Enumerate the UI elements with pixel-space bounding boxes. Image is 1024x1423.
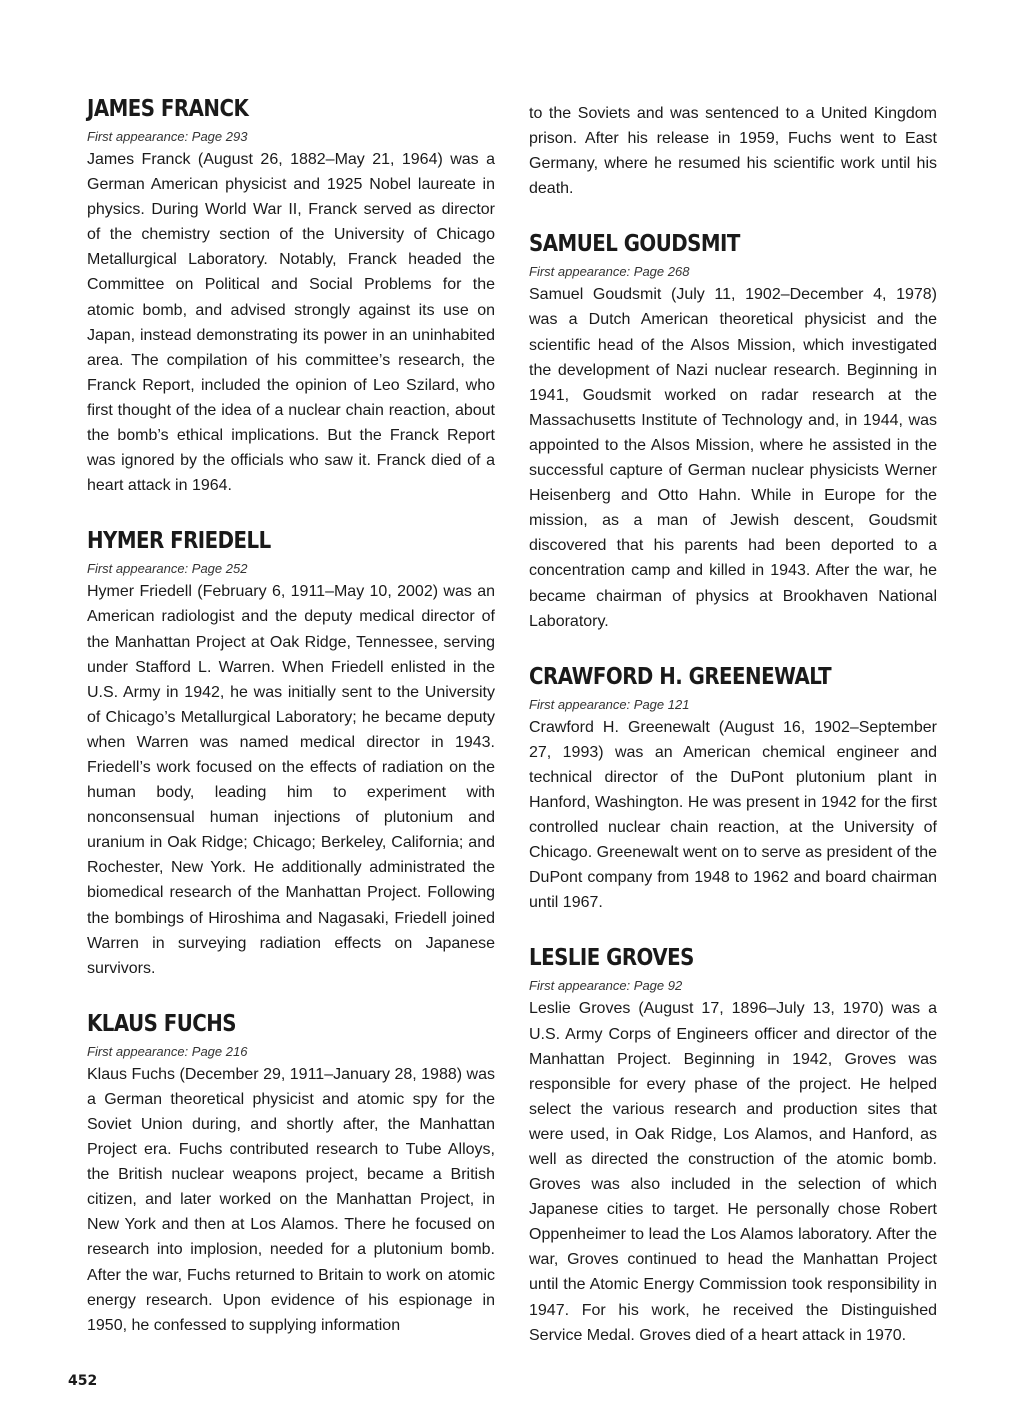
entry-body: Klaus Fuchs (December 29, 1911–January 28, 1988) was a German theoretical physicist and atomic spy for the Soviet Union during, and shortly after, the Manhattan Project era. Fuchs contributed research to Tube Alloys, the British nuclear weapons project, became a British citizen, and later worked on the Manhattan Project, in New York and then at Los Alamos. There he focused on research into implosion, needed for a plutonium bomb. After the war, Fuchs returned to Britain to work on atomic energy research. Upon evidence of his espionage in 1950, he confessed to supplying information: [87, 1065, 495, 1334]
entry-first-appearance: First appearance: Page 268: [529, 264, 690, 280]
right-column: [529, 101, 937, 1376]
entry-first-appearance: First appearance: Page 121: [529, 696, 690, 712]
continued-text: to the Soviets and was sentenced to a United Kingdom prison. After his release in 1959, Fuchs went to East Germany, where he resumed his scientific work until his death.: [529, 105, 937, 198]
entry-name: SAMUEL GOUDSMIT: [529, 231, 740, 258]
entry-body: Samuel Goudsmit (July 11, 1902–December 4, 1978) was a Dutch American theoretical physicist and the scientific head of the Alsos Mission, which investigated the development of Nazi nuclear research. Beginning in 1941, Goudsmit worked on radar research at the Massachusetts Institute of Technology and, in 1944, was appointed to the Alsos Mission, where he assisted in the successful capture of German nuclear physicists Werner Heisenberg and Otto Hahn. While in Europe for the mission, as a man of Jewish descent, Goudsmit discovered that his parents had been deported to a concentration camp and killed in 1943. After the war, he became chairman of physics at Brookhaven National Laboratory.: [529, 286, 937, 630]
biography-entry: [529, 662, 937, 916]
biography-entry: [87, 94, 495, 498]
biography-entry: [87, 526, 495, 981]
entry-name: HYMER FRIEDELL: [87, 528, 271, 555]
entry-first-appearance: First appearance: Page 293: [87, 129, 248, 144]
entry-body: Crawford H. Greenewalt (August 16, 1902–September 27, 1993) was an American chemical engineer and technical director of the DuPont plutonium plant in Hanford, Washington. He was present in 1942 for the first controlled nuclear chain reaction, at the University of Chicago. Greenewalt went on to serve as president of the DuPont company from 1948 to 1962 and board chairman until 1967.: [529, 718, 937, 912]
page-number: 452: [68, 1373, 98, 1389]
entry-body: Leslie Groves (August 17, 1896–July 13, 1970) was a U.S. Army Corps of Engineers officer and director of the Manhattan Project. Beginning in 1942, Groves was responsible for every phase of the project. He helped select the various research and production sites that were used, in Oak Ridge, Los Alamos, and Hanford, as well as directed the construction of the atomic bomb. Groves was also included in the selection of which Japanese cities to target. He personally chose Robert Oppenheimer to lead the Los Alamos laboratory. After the war, Groves continued to head the Manhattan Project until the Atomic Energy Commission took responsibility in 1947. For his work, he received the Distinguished Service Medal. Groves died of a heart attack in 1970.: [529, 1000, 937, 1344]
entry-name: LESLIE GROVES: [529, 945, 694, 972]
biography-entry: [87, 1009, 495, 1338]
entry-first-appearance: First appearance: Page 92: [529, 978, 683, 994]
left-column: [87, 94, 495, 1366]
entry-first-appearance: First appearance: Page 252: [87, 561, 248, 577]
biography-entry: [529, 229, 937, 633]
entry-name: KLAUS FUCHS: [87, 1010, 237, 1037]
entry-body: Hymer Friedell (February 6, 1911–May 10, 2002) was an American radiologist and the deputy medical director of the Manhattan Project at Oak Ridge, Tennessee, serving under Stafford L. Warren. When Friedell enlisted in the U.S. Army in 1942, he was initially sent to the University of Chicago’s Metallurgical Laboratory; he became deputy when Warren was named medical director in 1943. Friedell’s work focused on the effects of radiation on the human body, leading him to experiment with nonconsensual human injections of plutonium and uranium in Oak Ridge; Chicago; Berkeley, California; and Rochester, New York. He additionally administrated the biomedical research of the Manhattan Project. Following the bombings of Hiroshima and Nagasaki, Friedell joined Warren in surveying radiation effects on Japanese survivors.: [87, 583, 495, 977]
entry-name: CRAWFORD H. GREENEWALT: [529, 663, 832, 690]
entry-first-appearance: First appearance: Page 216: [87, 1043, 248, 1059]
entry-body: James Franck (August 26, 1882–May 21, 1964) was a German American physicist and 1925 Nobel laureate in physics. During World War II, Franck served as director of the chemistry section of the University of Chicago Metallurgical Laboratory. Notably, Franck headed the Committee on Political and Social Problems for the atomic bomb, and advised strongly against its use on Japan, instead demonstrating its power in an uninhabited area. The compilation of his committee’s research, the Franck Report, included the opinion of Leo Szilard, who first thought of the idea of a nuclear chain reaction, about the bomb’s ethical implications. But the Franck Report was ignored by the officials who saw it. Franck died of a heart attack in 1964.: [87, 151, 495, 495]
biography-entry: [529, 943, 937, 1347]
entry-name: JAMES FRANCK: [87, 96, 249, 122]
